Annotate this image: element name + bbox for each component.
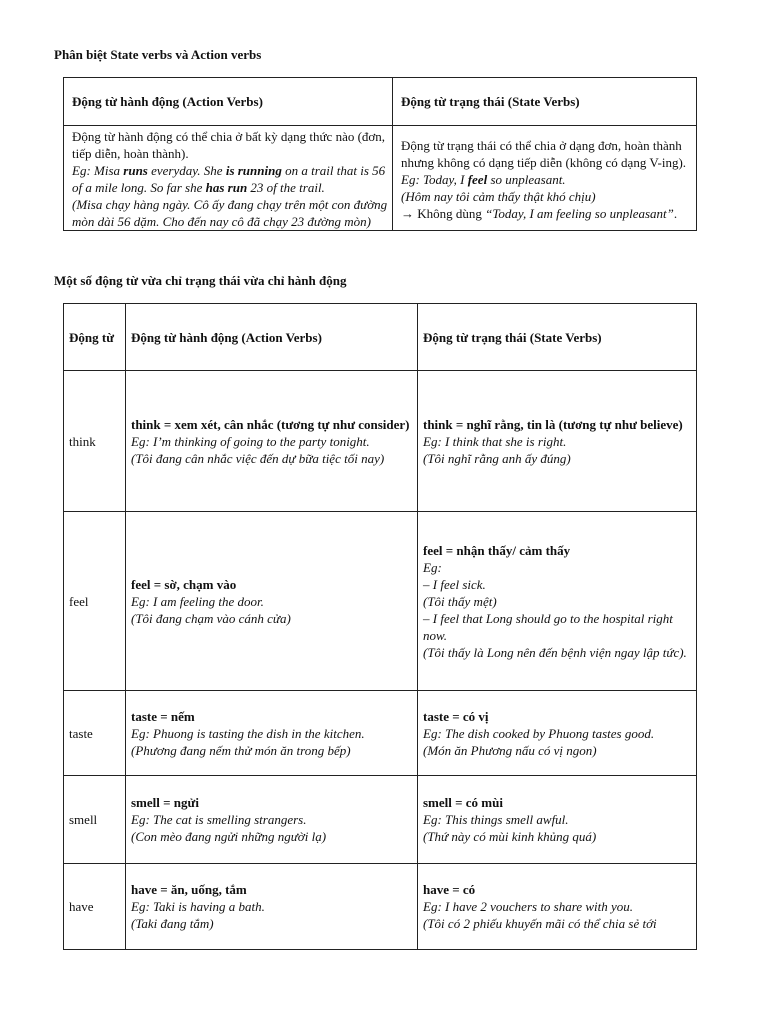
action-usage-cell bbox=[126, 776, 418, 864]
state-usage-cell bbox=[418, 691, 697, 776]
verb-cell: think bbox=[64, 371, 126, 512]
example-line: Eg: Phuong is tasting the dish in the kitchen. bbox=[131, 725, 365, 741]
verb-cell: feel bbox=[64, 512, 126, 691]
state-example: Eg: Today, I feel so unpleasant. bbox=[401, 171, 566, 187]
dual-verbs-header-row bbox=[64, 304, 697, 371]
header-state-verbs: Động từ trạng thái (State Verbs) bbox=[393, 78, 697, 126]
example-line: Eg: The cat is smelling strangers. bbox=[131, 812, 307, 827]
comparison-header-row bbox=[64, 78, 697, 126]
action-usage-cell bbox=[126, 864, 418, 950]
example-line: (Tôi đang cân nhắc việc đến dự bữa tiệc tối nay) bbox=[131, 450, 385, 466]
definition: taste = có vị bbox=[423, 708, 489, 724]
example-line: (Con mèo đang ngửi những người lạ) bbox=[131, 829, 327, 844]
example-line: (Tôi thấy là Long nên đến bệnh viện ngay lập tức). bbox=[423, 644, 687, 660]
example-line: – I feel that Long should go to the hospital right now. bbox=[423, 610, 673, 643]
example-line: (Phương đang nếm thử món ăn trong bếp) bbox=[131, 742, 351, 758]
definition: taste = nếm bbox=[131, 708, 195, 724]
state-usage-cell bbox=[418, 864, 697, 950]
comparison-body-row bbox=[64, 126, 697, 231]
example-line: Eg: I’m thinking of going to the party tonight. bbox=[131, 433, 370, 449]
definition: have = ăn, uống, tắm bbox=[131, 882, 247, 897]
verb-cell: have bbox=[64, 864, 126, 950]
verb-row-think bbox=[64, 371, 697, 512]
header-verb: Động từ bbox=[64, 304, 126, 371]
action-description: Động từ hành động có thể chia ở bất kỳ dạng thức nào (đơn, tiếp diễn, hoàn thành). bbox=[72, 129, 386, 161]
example-line: Eg: I have 2 vouchers to share with you. bbox=[423, 899, 633, 914]
state-note: → Không dùng “Today, I am feeling so unpleasant”. bbox=[401, 205, 678, 221]
definition: smell = ngửi bbox=[131, 795, 199, 810]
example-line: (Tôi thấy mệt) bbox=[423, 593, 497, 609]
action-translation: (Misa chạy hàng ngày. Cô ấy đang chạy trên một con đường mòn dài 56 dặm. Cho đến nay cô đã chạy 23 đường mòn) bbox=[72, 197, 388, 229]
state-usage-cell bbox=[418, 371, 697, 512]
action-usage-cell bbox=[126, 371, 418, 512]
example-line: Eg: I am feeling the door. bbox=[131, 593, 264, 609]
state-usage-cell bbox=[418, 776, 697, 864]
example-line: Eg: bbox=[423, 559, 442, 575]
example-line: Eg: I think that she is right. bbox=[423, 433, 567, 449]
page-title: Phân biệt State verbs và Action verbs bbox=[54, 47, 262, 62]
state-verbs-cell bbox=[393, 126, 697, 231]
verb-cell: smell bbox=[64, 776, 126, 864]
example-line: (Món ăn Phương nấu có vị ngon) bbox=[423, 742, 597, 758]
header-state-verbs: Động từ trạng thái (State Verbs) bbox=[418, 304, 697, 371]
example-line: – I feel sick. bbox=[423, 576, 486, 592]
definition: smell = có mùi bbox=[423, 795, 503, 810]
example-line: (Tôi đang chạm vào cánh cửa) bbox=[131, 610, 291, 626]
action-usage-cell bbox=[126, 691, 418, 776]
dual-verbs-table bbox=[63, 303, 697, 950]
comparison-table bbox=[63, 77, 697, 231]
definition: feel = sờ, chạm vào bbox=[131, 576, 237, 592]
example-line: Eg: This things smell awful. bbox=[423, 812, 569, 827]
header-action-verbs: Động từ hành động (Action Verbs) bbox=[126, 304, 418, 371]
definition: think = xem xét, cân nhắc (tương tự như consider) bbox=[131, 416, 410, 432]
state-description: Động từ trạng thái có thể chia ở dạng đơn, hoàn thành nhưng không có dạng tiếp diễn (không có dạng V-ing). bbox=[401, 137, 687, 170]
verb-cell: taste bbox=[64, 691, 126, 776]
example-line: (Tôi nghĩ rằng anh ấy đúng) bbox=[423, 450, 571, 466]
state-usage-cell bbox=[418, 512, 697, 691]
state-translation: (Hôm nay tôi cảm thấy thật khó chịu) bbox=[401, 188, 596, 204]
action-verbs-cell bbox=[64, 126, 393, 231]
action-usage-cell bbox=[126, 512, 418, 691]
verb-row-taste bbox=[64, 691, 697, 776]
example-line: (Thứ này có mùi kinh khủng quá) bbox=[423, 829, 597, 844]
example-line: (Tôi có 2 phiếu khuyến mãi có thể chia sẻ tới bbox=[423, 916, 657, 931]
header-action-verbs: Động từ hành động (Action Verbs) bbox=[64, 78, 393, 126]
verb-row-feel bbox=[64, 512, 697, 691]
definition: feel = nhận thấy/ cảm thấy bbox=[423, 542, 571, 558]
verb-row-smell bbox=[64, 776, 697, 864]
action-example: Eg: Misa runs everyday. She is running on a trail that is 56 of a mile long. So far she has run 23 of the trail. bbox=[72, 163, 386, 195]
example-line: Eg: The dish cooked by Phuong tastes good. bbox=[423, 725, 655, 741]
example-line: (Taki đang tắm) bbox=[131, 916, 214, 931]
section-subtitle: Một số động từ vừa chỉ trạng thái vừa chỉ hành động bbox=[54, 273, 347, 288]
example-line: Eg: Taki is having a bath. bbox=[131, 899, 265, 914]
definition: have = có bbox=[423, 882, 476, 897]
definition: think = nghĩ rằng, tin là (tương tự như believe) bbox=[423, 416, 683, 432]
verb-row-have bbox=[64, 864, 697, 950]
